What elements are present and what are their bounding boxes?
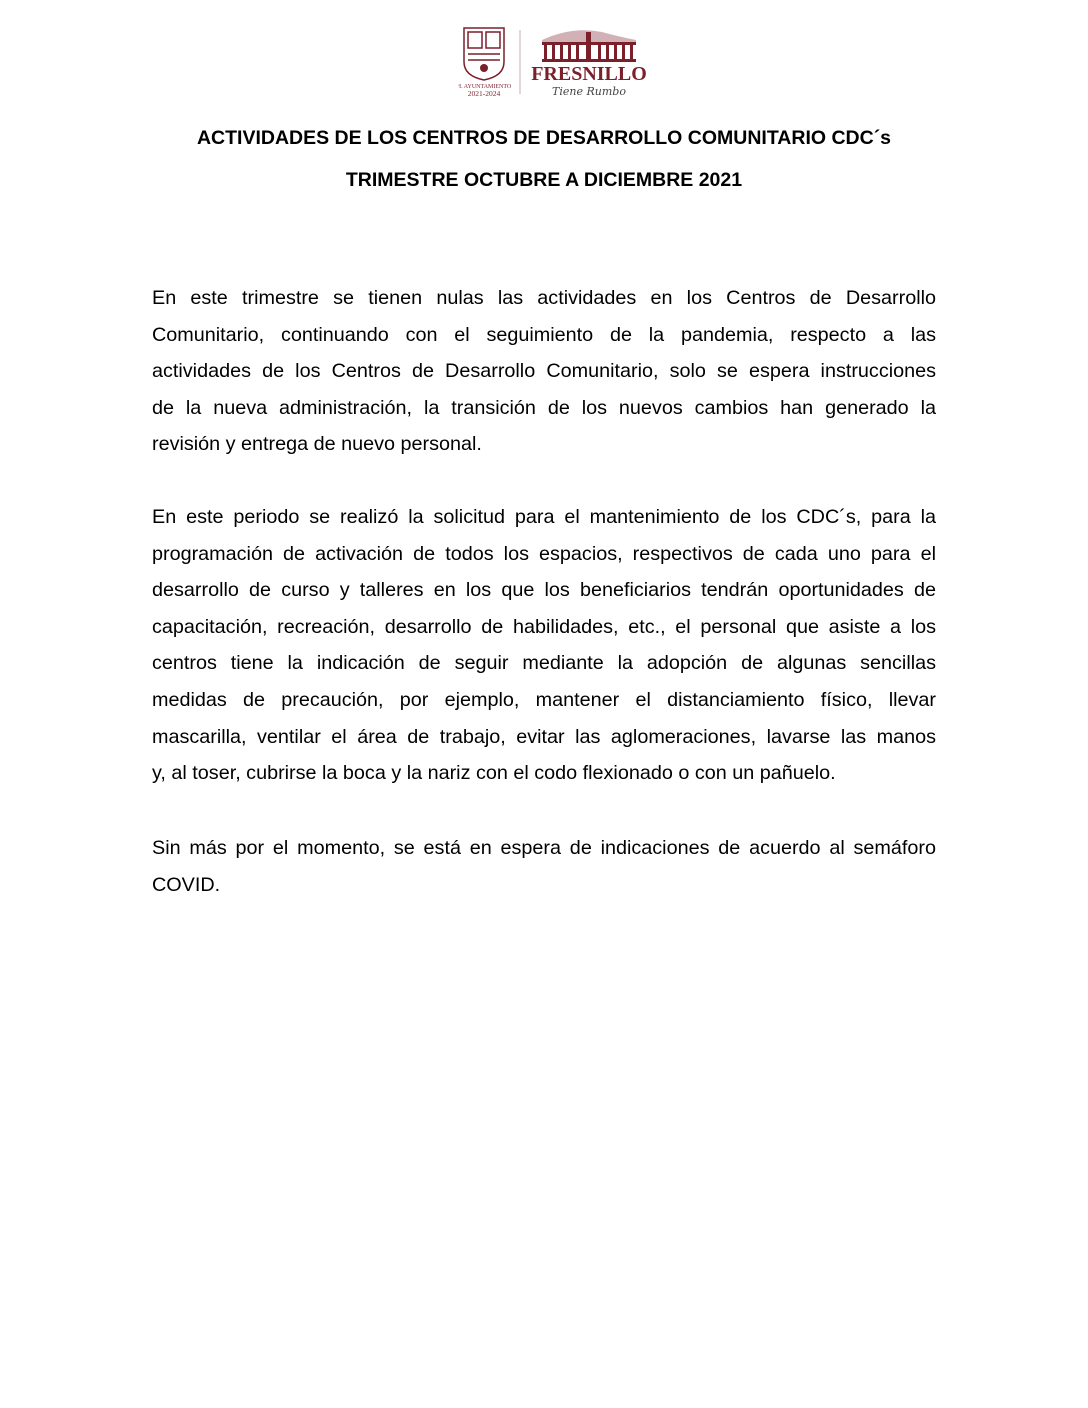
paragraph-line: En este trimestre se tienen nulas las actividades en los Centros de Desarrollo — [152, 287, 936, 309]
paragraph-line: En este periodo se realizó la solicitud para el mantenimiento de los CDC´s, para la — [152, 506, 936, 528]
paragraph-line: actividades de los Centros de Desarrollo Comunitario, solo se espera instrucciones — [152, 360, 936, 383]
document-title: ACTIVIDADES DE LOS CENTROS DE DESARROLLO COMUNITARIO CDC´s — [196, 127, 892, 149]
body-paragraph — [152, 280, 936, 463]
document-subtitle: TRIMESTRE OCTUBRE A DICIEMBRE 2021 — [345, 169, 743, 191]
paragraph-line: y, al toser, cubrirse la boca y la nariz con el codo flexionado o con un pañuelo. — [152, 762, 836, 785]
paragraph-line: mascarilla, ventilar el área de trabajo, evitar las aglomeraciones, lavarse las manos — [152, 725, 936, 748]
paragraph-line: capacitación, recreación, desarrollo de habilidades, etc., el personal que asiste a los — [152, 615, 936, 638]
svg-text:2021-2024: 2021-2024 — [467, 89, 501, 98]
svg-text:Tiene Rumbo: Tiene Rumbo — [552, 85, 626, 98]
paragraph-line: Sin más por el momento, se está en espera de indicaciones de acuerdo al semáforo — [152, 837, 936, 859]
paragraph-line: centros tiene la indicación de seguir mediante la adopción de algunas sencillas — [152, 652, 936, 675]
body-paragraph — [152, 499, 936, 792]
svg-text:FRESNILLO: FRESNILLO — [531, 63, 647, 85]
body-paragraph — [152, 830, 936, 903]
paragraph-line: revisión y entrega de nuevo personal. — [152, 433, 482, 456]
fresnillo-logo — [458, 24, 648, 100]
paragraph-line: de la nueva administración, la transición de los nuevos cambios han generado la — [152, 396, 936, 419]
paragraph-line: Comunitario, continuando con el seguimiento de la pandemia, respecto a las — [152, 323, 936, 346]
paragraph-line: desarrollo de curso y talleres en los que los beneficiarios tendrán oportunidades de — [152, 579, 936, 602]
paragraph-line: COVID. — [152, 873, 221, 896]
svg-text:H. AYUNTAMIENTO: H. AYUNTAMIENTO — [458, 84, 512, 90]
paragraph-line: programación de activación de todos los espacios, respectivos de cada uno para el — [152, 542, 936, 565]
paragraph-line: medidas de precaución, por ejemplo, mantener el distanciamiento físico, llevar — [152, 688, 936, 711]
